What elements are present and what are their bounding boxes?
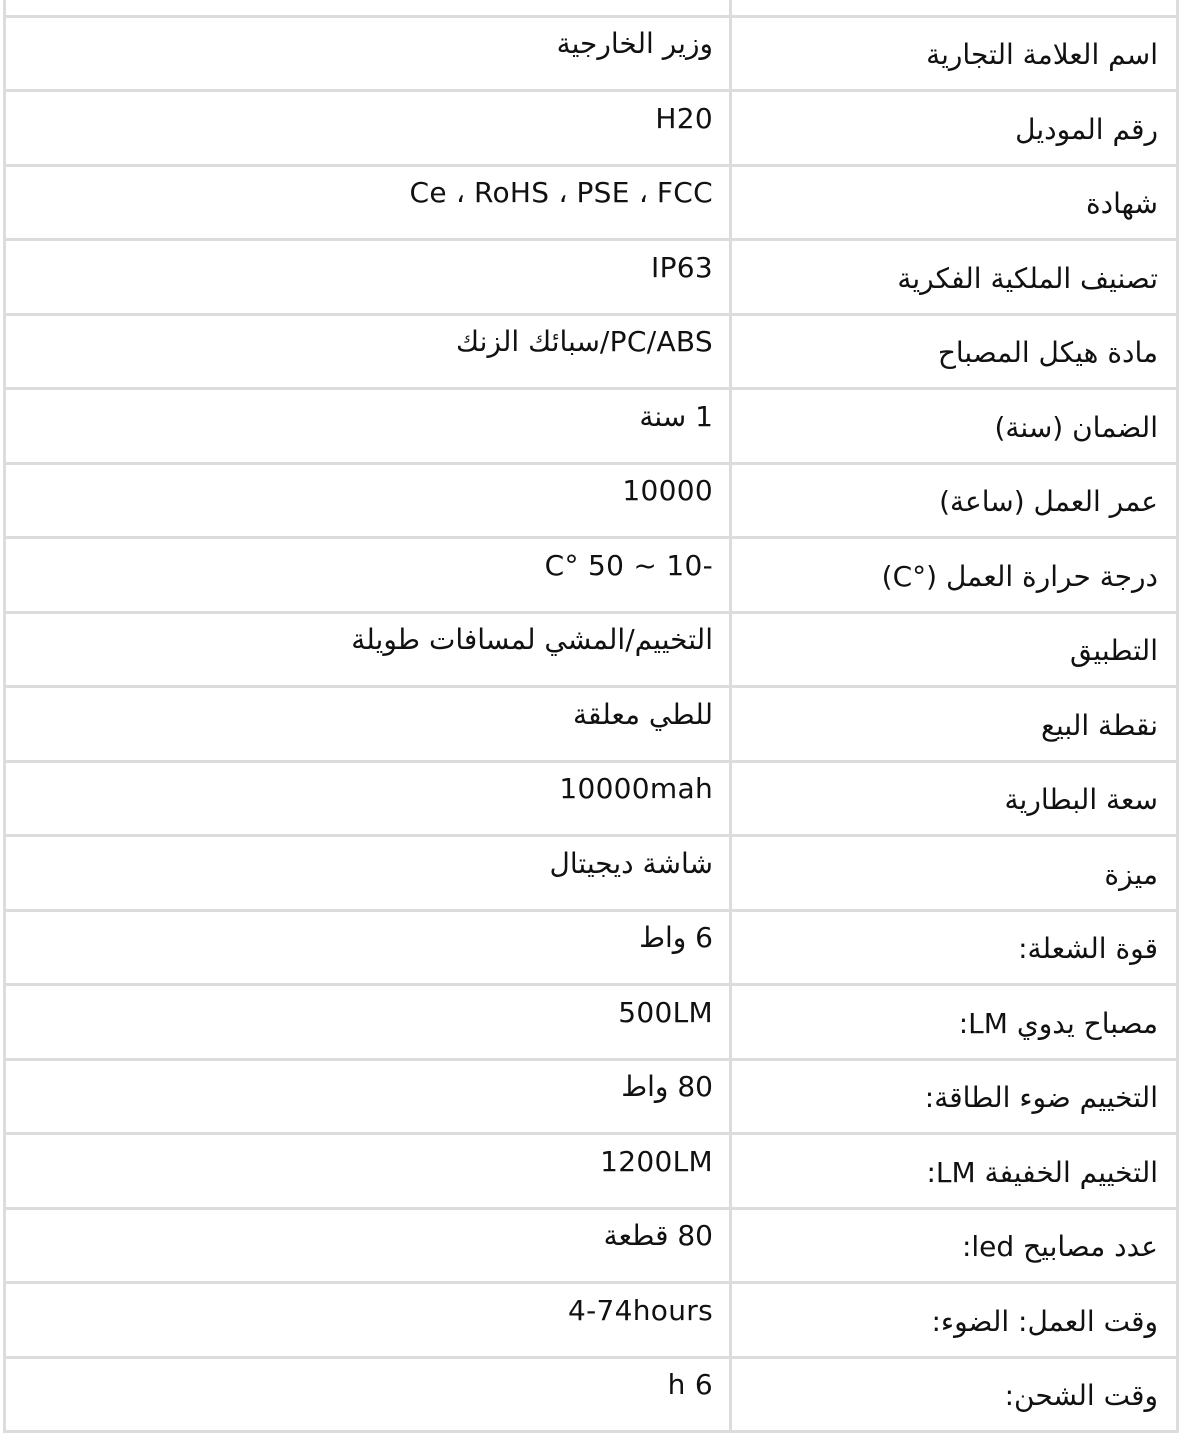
spec-label: سعة البطارية [1004,783,1158,817]
spec-value-cell [5,16,731,91]
table-row [5,687,1178,762]
table-row [5,985,1178,1060]
spec-label-cell [731,314,1178,389]
spec-label-cell [731,0,1178,16]
spec-value: شاشة ديجيتال [549,846,713,880]
spec-value: 4-74hours [568,1293,713,1327]
spec-label-cell [731,389,1178,464]
spec-label: اسم العلامة التجارية [926,38,1158,72]
table-row [5,538,1178,613]
spec-value: -10 ~ 50 °C [544,548,713,582]
spec-label: التطبيق [1070,634,1158,668]
spec-value-cell [5,1283,731,1358]
spec-label-cell [731,836,1178,911]
spec-value: 80 قطعة [603,1219,713,1253]
spec-label-cell [731,538,1178,613]
spec-label: وقت العمل: الضوء: [931,1304,1158,1338]
spec-label-cell [731,16,1178,91]
spec-label-cell [731,1283,1178,1358]
spec-value-cell [5,687,731,762]
spec-value: 80 واط [621,1070,713,1104]
table-row [5,463,1178,538]
table-row [5,910,1178,985]
table-row [5,612,1178,687]
table-row [5,1059,1178,1134]
spec-label: درجة حرارة العمل (°C) [881,559,1158,593]
spec-value-cell [5,1357,731,1432]
table-row [5,165,1178,240]
table-row [5,91,1178,166]
table-row [5,1208,1178,1283]
spec-value-cell [5,0,731,16]
spec-table [3,0,1179,1433]
spec-label: تصنيف الملكية الفكرية [897,261,1158,295]
spec-value: IP63 [651,250,713,284]
spec-label: نقطة البيع [1041,708,1158,742]
spec-value: وزير الخارجية [556,27,713,61]
spec-label-cell [731,1059,1178,1134]
table-row [5,16,1178,91]
spec-value-cell [5,836,731,911]
spec-label: الضمان (سنة) [994,410,1158,444]
spec-value-cell [5,761,731,836]
spec-label: عدد مصابيح led: [961,1230,1158,1264]
spec-label-cell [731,985,1178,1060]
spec-value-cell [5,91,731,166]
spec-label-cell [731,761,1178,836]
table-row [5,314,1178,389]
spec-label: مادة هيكل المصباح [937,336,1158,370]
spec-label: شهادة [1085,187,1158,221]
spec-value-cell [5,538,731,613]
spec-label: التخييم ضوء الطاقة: [924,1081,1158,1115]
table-row [5,836,1178,911]
spec-value: 10000 [622,474,713,508]
table-row [5,1283,1178,1358]
spec-value-cell [5,240,731,315]
table-row [5,240,1178,315]
spec-value-cell [5,910,731,985]
spec-value: 500LM [618,995,713,1029]
spec-label-cell [731,91,1178,166]
spec-value-cell [5,314,731,389]
spec-label: عمر العمل (ساعة) [939,485,1158,519]
spec-label: التخييم الخفيفة LM: [926,1155,1158,1189]
spec-value-cell [5,1059,731,1134]
spec-value: H20 [655,101,713,135]
spec-value-cell [5,389,731,464]
spec-value-cell [5,612,731,687]
spec-value: h 6 [667,1368,713,1402]
spec-label-cell [731,165,1178,240]
spec-label-cell [731,1208,1178,1283]
spec-value-cell [5,1208,731,1283]
spec-value: 1200LM [600,1144,713,1178]
table-row [5,761,1178,836]
table-row [5,1357,1178,1432]
spec-label-cell [731,910,1178,985]
spec-label-cell [731,1134,1178,1209]
table-row [5,0,1178,16]
spec-value-cell [5,1134,731,1209]
spec-value: 10000mah [559,772,713,806]
spec-value: التخييم/المشي لمسافات طويلة [351,623,713,657]
spec-value-cell [5,985,731,1060]
spec-label-cell [731,240,1178,315]
spec-label-cell [731,612,1178,687]
spec-value-cell [5,463,731,538]
spec-value: للطي معلقة [573,697,713,731]
spec-value: 1 سنة [639,399,713,433]
spec-label: وقت الشحن: [1004,1379,1158,1413]
spec-label: ميزة [1104,857,1158,891]
table-row [5,389,1178,464]
spec-label-cell [731,687,1178,762]
table-row [5,1134,1178,1209]
spec-value: 6 واط [639,921,713,955]
spec-label: مصباح يدوي LM: [958,1006,1158,1040]
spec-label: قوة الشعلة: [1018,932,1158,966]
spec-value: PC/ABS/سبائك الزنك [456,325,713,359]
spec-label: رقم الموديل [1015,112,1158,146]
spec-value-cell [5,165,731,240]
spec-label-cell [731,463,1178,538]
spec-label-cell [731,1357,1178,1432]
spec-value: Ce ، RoHS ، PSE ، FCC [409,176,713,210]
